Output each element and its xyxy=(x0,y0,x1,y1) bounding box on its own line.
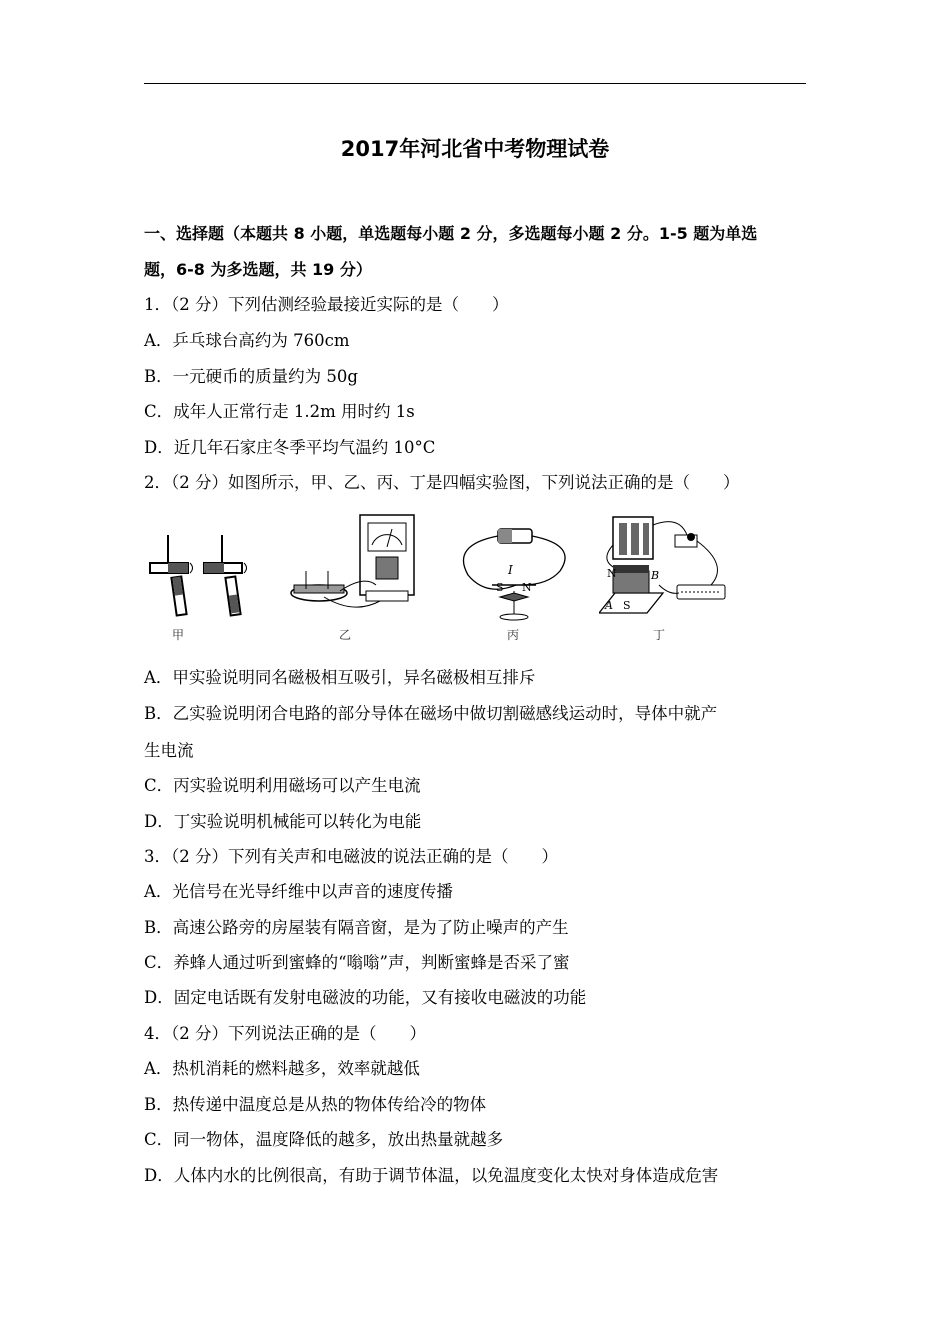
q4-option-d[interactable]: D．人体内水的比例很高，有助于调节体温，以免温度变化太快对身体造成危害 xyxy=(144,1166,719,1185)
q1-option-c[interactable]: C．成年人正常行走 1.2m 用时约 1s xyxy=(144,402,415,421)
q2-option-a[interactable]: A．甲实验说明同名磁极相互吸引，异名磁极相互排斥 xyxy=(144,668,536,687)
q2-option-d[interactable]: D．丁实验说明机械能可以转化为电能 xyxy=(144,812,422,831)
q2-figures xyxy=(144,505,734,645)
q2-stem: 2．（2 分）如图所示，甲、乙、丙、丁是四幅实验图，下列说法正确的是（ ） xyxy=(144,473,740,492)
q3-stem: 3．（2 分）下列有关声和电磁波的说法正确的是（ ） xyxy=(144,847,558,866)
figure-jia xyxy=(144,505,254,645)
q1-option-a[interactable]: A．乒乓球台高约为 760cm xyxy=(144,331,350,350)
q1-option-d[interactable]: D．近几年石家庄冬季平均气温约 10°C xyxy=(144,438,436,457)
figure-ding-drawing xyxy=(599,505,734,625)
figure-bing-drawing xyxy=(456,505,576,625)
figure-yi-drawing xyxy=(284,505,434,625)
figure-jia-drawing xyxy=(144,505,254,625)
q3-option-c[interactable]: C．养蜂人通过听到蜜蜂的“嗡嗡”声，判断蜜蜂是否采了蜜 xyxy=(144,953,570,972)
figure-ding-label-s: S xyxy=(623,599,631,612)
figure-ding-caption: 丁 xyxy=(653,628,666,642)
section-heading-line1: 一、选择题（本题共 8 小题，单选题每小题 2 分，多选题每小题 2 分。1-5 题为单选 xyxy=(144,224,758,243)
q2-option-c[interactable]: C．丙实验说明利用磁场可以产生电流 xyxy=(144,776,421,795)
q2-option-b-continued: 生电流 xyxy=(144,741,194,760)
figure-bing-caption: 丙 xyxy=(507,628,520,642)
figure-bing-label-n: N xyxy=(522,581,532,594)
q4-option-c[interactable]: C．同一物体，温度降低的越多，放出热量就越多 xyxy=(144,1130,504,1149)
section-heading-line2: 题，6-8 为多选题，共 19 分） xyxy=(144,260,372,279)
q1-stem: 1．（2 分）下列估测经验最接近实际的是（ ） xyxy=(144,295,509,314)
q4-option-a[interactable]: A．热机消耗的燃料越多，效率就越低 xyxy=(144,1059,420,1078)
header-rule xyxy=(144,83,806,84)
q3-option-b[interactable]: B．高速公路旁的房屋装有隔音窗，是为了防止噪声的产生 xyxy=(144,918,569,937)
figure-yi-caption: 乙 xyxy=(339,628,352,642)
q3-option-d[interactable]: D．固定电话既有发射电磁波的功能，又有接收电磁波的功能 xyxy=(144,988,587,1007)
figure-ding-label-a: A xyxy=(605,599,613,612)
q1-option-b[interactable]: B．一元硬币的质量约为 50g xyxy=(144,367,358,386)
page-title: 2017年河北省中考物理试卷 xyxy=(340,137,610,161)
q2-option-b[interactable]: B．乙实验说明闭合电路的部分导体在磁场中做切割磁感线运动时，导体中就产 xyxy=(144,704,718,723)
figure-jia-caption: 甲 xyxy=(172,628,185,642)
q4-option-b[interactable]: B．热传递中温度总是从热的物体传给冷的物体 xyxy=(144,1095,487,1114)
figure-bing-label-s: S xyxy=(496,581,504,594)
figure-bing xyxy=(456,505,576,645)
figure-yi xyxy=(284,505,434,645)
figure-ding-label-n: N xyxy=(607,567,617,580)
figure-ding-label-b: B xyxy=(651,569,660,582)
figure-ding xyxy=(599,505,734,645)
figure-bing-label-i: I xyxy=(508,563,513,577)
q4-stem: 4．（2 分）下列说法正确的是（ ） xyxy=(144,1024,426,1043)
q3-option-a[interactable]: A．光信号在光导纤维中以声音的速度传播 xyxy=(144,882,453,901)
